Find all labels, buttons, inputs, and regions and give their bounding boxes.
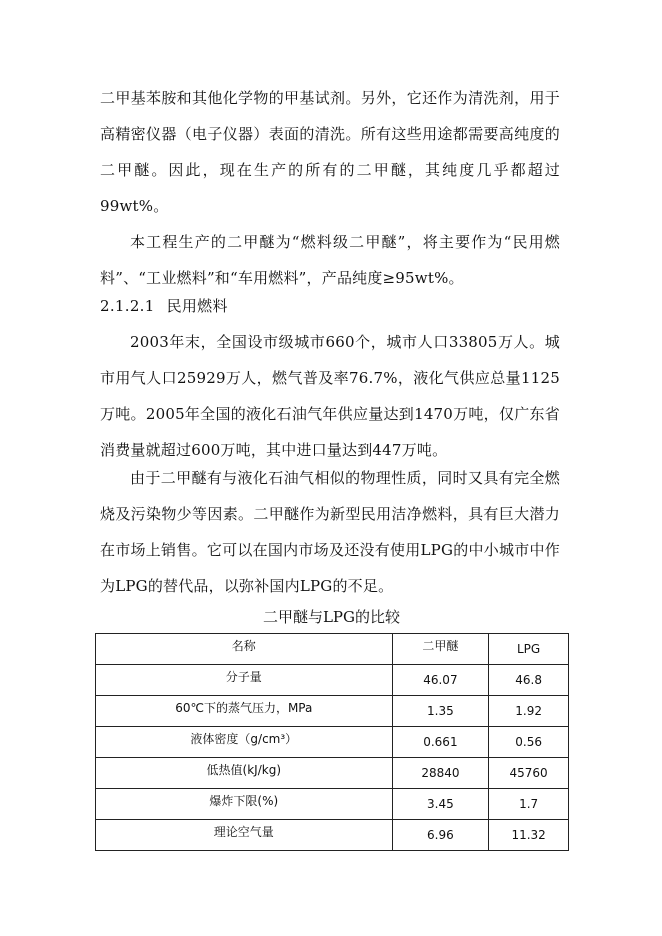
paragraph-dme-lpg-substitute: 由于二甲醚有与液化石油气相似的物理性质，同时又具有完全燃烧及污染物少等因素。二甲醚作为新型民用洁净燃料，具有巨大潜力在市场上销售。它可以在国内市场及还没有使用LPG的中小城市中作为LPG的替代品，以弥补国内LPG的不足。 (100, 469, 560, 595)
row-name: 分子量 (96, 665, 393, 696)
row-name: 液体密度（g/cm³） (96, 727, 393, 758)
row-lpg-value: 0.56 (489, 727, 569, 758)
row-lpg-value: 46.8 (489, 665, 569, 696)
table-caption: 二甲醚与LPG的比较 (262, 608, 401, 626)
row-lpg-value: 45760 (489, 758, 569, 789)
row-dme-value: 3.45 (392, 789, 489, 820)
table-header-row (96, 634, 569, 665)
row-dme-value: 28840 (392, 758, 489, 789)
paragraph-dme-uses: 二甲基苯胺和其他化学物的甲基试剂。另外，它还作为清洗剂，用于高精密仪器（电子仪器）表面的清洗。所有这些用途都需要高纯度的二甲醚。因此，现在生产的所有的二甲醚，其纯度几乎都超过99wt%。 (100, 89, 560, 215)
row-name: 爆炸下限(%) (96, 789, 393, 820)
table-row (96, 789, 569, 820)
row-dme-value: 0.661 (392, 727, 489, 758)
table-row (96, 758, 569, 789)
row-lpg-value: 1.7 (489, 789, 569, 820)
table-row (96, 665, 569, 696)
row-name: 低热值(kJ/kg) (96, 758, 393, 789)
row-name: 理论空气量 (96, 820, 393, 851)
header-dme: 二甲醚 (392, 634, 489, 665)
row-name: 60℃下的蒸气压力，MPa (96, 696, 393, 727)
row-dme-value: 1.35 (392, 696, 489, 727)
row-lpg-value: 11.32 (489, 820, 569, 851)
comparison-table (95, 633, 569, 851)
row-dme-value: 6.96 (392, 820, 489, 851)
paragraph-city-gas-stats: 2003年末，全国设市级城市660个，城市人口33805万人。城市用气人口25929万人，燃气普及率76.7%，液化气供应总量1125万吨。2005年全国的液化石油气年供应量达到1470万吨，仅广东省消费量就超过600万吨，其中进口量达到447万吨。 (100, 333, 560, 459)
section-number: 2.1.2.1 (100, 297, 155, 315)
paragraph-project-product: 本工程生产的二甲醚为“燃料级二甲醚”，将主要作为“民用燃料”、“工业燃料”和“车用燃料”，产品纯度≥95wt%。 (100, 233, 560, 287)
header-name: 名称 (96, 634, 393, 665)
table-row (96, 727, 569, 758)
section-heading (100, 288, 228, 324)
header-lpg: LPG (489, 634, 569, 665)
section-title: 民用燃料 (166, 297, 228, 315)
row-dme-value: 46.07 (392, 665, 489, 696)
table-row (96, 820, 569, 851)
row-lpg-value: 1.92 (489, 696, 569, 727)
table-row (96, 696, 569, 727)
